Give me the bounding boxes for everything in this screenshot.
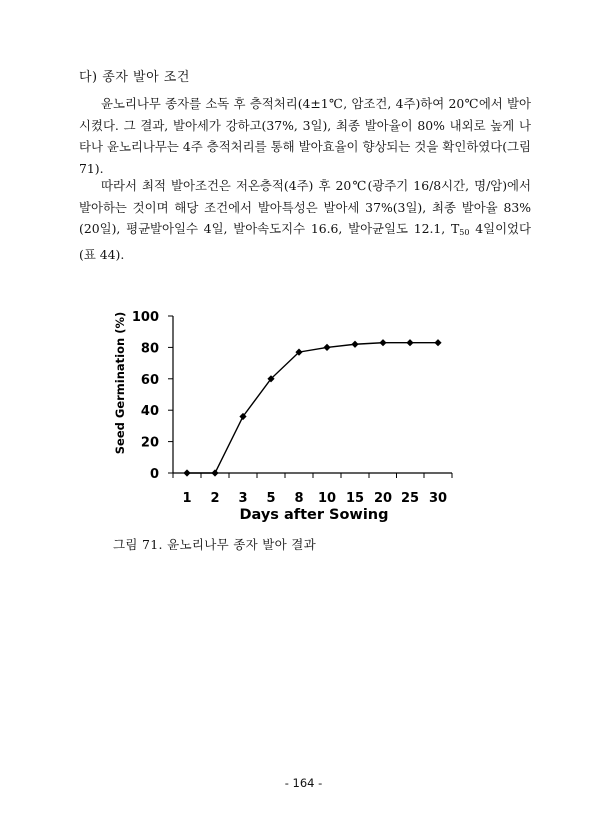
x-tick-label: 8 [294, 491, 304, 506]
x-tick-label: 20 [373, 491, 393, 506]
x-tick-label: 3 [238, 491, 248, 506]
chart-series [183, 339, 441, 477]
page-number: - 164 - [284, 776, 323, 790]
paragraph-2-text-end: 4일이었다(표 44). [79, 221, 531, 262]
data-point-marker [434, 339, 441, 346]
y-tick-label: 20 [140, 435, 159, 451]
data-point-marker [406, 339, 413, 346]
series-line [187, 343, 438, 473]
y-axis-title: Seed Germination (%) [113, 311, 127, 455]
x-tick-label: 15 [345, 491, 365, 506]
y-tick-label: 80 [140, 341, 159, 357]
chart-ticks [132, 310, 452, 506]
x-tick-label: 5 [266, 491, 276, 506]
section-heading: 다) 종자 발아 조건 [79, 70, 190, 85]
paragraph-2-text: 따라서 최적 발아조건은 저온층적(4주) 후 20℃(광주기 16/8시간, 명/암)에서 발아하는 것이며 해당 조건에서 발아특성은 발아세 37%(3일), 최종 발아율 83%(20일), 평균발아일수 4일, 발아속도지수 16.6, 발아균일도 12.1, T [79, 178, 531, 236]
figure-caption: 그림 71. 윤노리나무 종자 발아 결과 [113, 537, 317, 552]
data-point-marker [323, 344, 330, 351]
x-tick-label: 30 [428, 491, 448, 506]
y-tick-label: 0 [149, 467, 159, 482]
x-tick-label: 2 [210, 491, 220, 506]
y-tick-label: 60 [140, 372, 159, 388]
data-point-marker [211, 469, 218, 476]
body-paragraph-1: 윤노리나무 종자를 소독 후 층적처리(4±1℃, 암조건, 4주)하여 20℃에서 발아시켰다. 그 결과, 발아세가 강하고(37%, 3일), 최종 발아율이 80% 내외로 높게 나타나 윤노리나무는 4주 층적처리를 통해 발아효율이 향상되는 것을 확인하였다(그림 71). [79, 96, 531, 176]
data-point-marker [351, 341, 358, 348]
data-point-marker [379, 339, 386, 346]
y-tick-label: 100 [131, 310, 159, 325]
t50-subscript: 50 [459, 228, 470, 237]
x-tick-label: 1 [182, 491, 192, 506]
x-tick-label: 25 [400, 491, 420, 506]
data-point-marker [183, 469, 190, 476]
x-tick-label: 10 [317, 491, 337, 506]
y-tick-label: 40 [140, 404, 159, 420]
x-axis-title: Days after Sowing [239, 507, 389, 523]
